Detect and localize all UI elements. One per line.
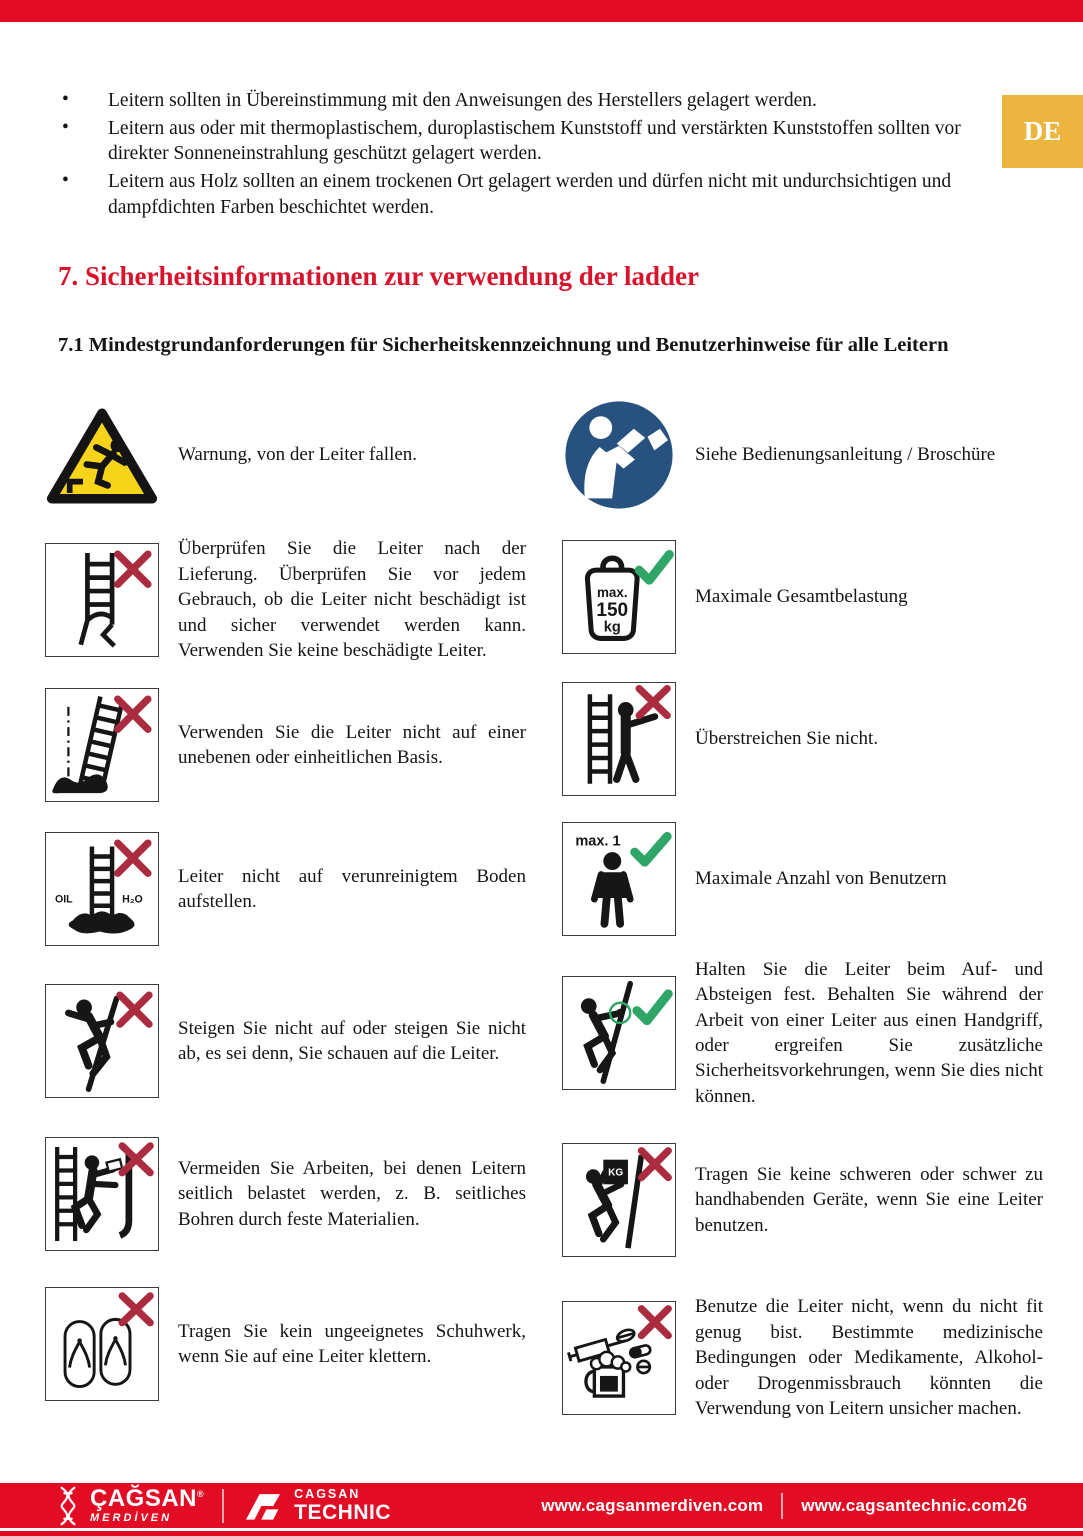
safety-items-left-column xyxy=(45,385,526,1433)
painting-prohibited-icon xyxy=(563,683,675,795)
unsuitable-footwear-prohibited-icon xyxy=(46,1288,158,1400)
brand-text xyxy=(90,1487,204,1524)
max-total-load-icon xyxy=(563,541,675,653)
page-number: 26 xyxy=(1007,1494,1027,1516)
safety-item xyxy=(562,669,1043,809)
safety-item-text: Halten Sie die Leiter beim Auf- und Absteigen fest. Behalten Sie während der Arbeit von einer Leiter aus einen Handgriff, oder ergreifen Sie zusätzliche Sicherheitsvorkehrungen, wenn Sie dies nicht können. xyxy=(695,958,1043,1107)
oil-label: OIL xyxy=(54,893,73,906)
brand2-name: CAGSAN xyxy=(294,1487,361,1502)
pictogram-box xyxy=(562,1301,676,1415)
pictogram-box xyxy=(562,822,676,936)
storage-bullet-list xyxy=(58,88,963,221)
safety-item-text: Leiter nicht auf verunreinigtem Boden aufstellen. xyxy=(178,865,526,912)
brand-name xyxy=(90,1487,204,1511)
side-loading-prohibited-icon xyxy=(46,1138,158,1250)
prohibition-x-icon xyxy=(120,995,149,1024)
safety-item-text: Maximale Anzahl von Benutzern xyxy=(695,868,947,890)
footer-divider xyxy=(222,1489,224,1523)
safety-items-right-column xyxy=(562,385,1043,1433)
safety-items-grid xyxy=(45,385,1043,1433)
technic-glyph-icon xyxy=(242,1489,284,1523)
pictogram-box xyxy=(45,984,159,1098)
max-load-label-3: kg xyxy=(603,619,621,636)
max-load-label-1: max. xyxy=(596,585,628,600)
hold-while-climbing-icon xyxy=(563,977,675,1089)
pictogram-box xyxy=(562,976,676,1090)
bullet-item: • Leitern sollten in Übereinstimmung mit den Anweisungen des Herstellers gelagert werden. xyxy=(58,88,963,114)
safety-item-text: Verwenden Sie die Leiter nicht auf einer unebenen oder einheitlichen Basis. xyxy=(178,721,526,768)
pictogram-box xyxy=(45,688,159,802)
check-mark-icon xyxy=(635,836,667,862)
safety-item-text: Tragen Sie kein ungeeignetes Schuhwerk, wenn Sie auf eine Leiter klettern. xyxy=(178,1320,526,1367)
prohibition-x-icon xyxy=(118,554,148,584)
falling-from-ladder-warning-icon xyxy=(45,404,159,506)
cagsan-merdiven-logo xyxy=(56,1486,204,1526)
footer-divider xyxy=(781,1493,783,1519)
max-users-label: max. 1 xyxy=(575,833,621,850)
dna-helix-icon xyxy=(56,1486,80,1526)
max-number-of-users-icon xyxy=(563,823,675,935)
merdiven-url[interactable]: www.cagsanmerdiven.com xyxy=(541,1495,764,1515)
max-load-label-2: 150 xyxy=(596,600,629,622)
read-manual-mandatory-icon xyxy=(562,398,676,512)
safety-item xyxy=(562,385,1043,525)
prohibition-x-icon xyxy=(118,699,148,729)
safety-item xyxy=(45,385,526,525)
prohibition-x-icon xyxy=(118,843,148,873)
footer-bar xyxy=(0,1483,1083,1536)
safety-item-text: Benutze die Leiter nicht, wenn du nicht fit genug bist. Bestimmte medizinische Bedingungen oder Medikamente, Alkohol- oder Drogenmissbrauch könnten die Verwendung von Leitern unsicher machen. xyxy=(695,1296,1043,1420)
prohibition-x-icon xyxy=(122,1296,150,1323)
prohibition-x-icon xyxy=(641,1151,668,1178)
registered-mark: ® xyxy=(197,1489,205,1499)
technic-url[interactable]: www.cagsantechnic.com xyxy=(801,1495,1007,1515)
pictogram-box xyxy=(45,1287,159,1401)
cagsan-technic-logo xyxy=(242,1488,391,1523)
heavy-equipment-prohibited-icon xyxy=(563,1144,675,1256)
safety-item-text: Tragen Sie keine schweren oder schwer zu handhabenden Geräte, wenn Sie eine Leiter benutzen. xyxy=(695,1163,1043,1236)
kg-box-label: KG xyxy=(608,1167,624,1179)
safety-item-text: Warnung, von der Leiter fallen. xyxy=(178,444,418,466)
warning-triangle-holder xyxy=(45,398,159,512)
safety-item-text: Steigen Sie nicht auf oder steigen Sie nicht ab, es sei denn, Sie schauen auf die Leiter. xyxy=(178,1017,526,1064)
pictogram-box xyxy=(562,682,676,796)
safety-item-text: Überstreichen Sie nicht. xyxy=(695,728,879,750)
brand-text xyxy=(294,1488,391,1523)
prohibition-x-icon xyxy=(641,1309,668,1336)
safety-item xyxy=(45,815,526,963)
prohibition-x-icon xyxy=(639,689,667,716)
water-label: H₂O xyxy=(122,893,143,906)
subsection-heading: 7.1 Mindestgrundanforderungen für Sicherheitskennzeichnung und Benutzerhinweise für alle Leitern xyxy=(58,333,949,356)
pictogram-box xyxy=(562,1143,676,1257)
brand1-subtitle: MERDİVEN xyxy=(90,1512,173,1524)
safety-item xyxy=(562,1283,1043,1433)
bullet-item: • Leitern aus oder mit thermoplastischem, duroplastischem Kunststoff und verstärkten Kunststoffen sollten vor direkter Sonneneinstrahlung geschützt gelagert werden. xyxy=(58,116,963,167)
safety-item xyxy=(45,1119,526,1269)
brand2-subtitle: TECHNIC xyxy=(294,1500,391,1524)
contaminated-ground-prohibited-icon xyxy=(46,833,158,945)
language-tab: DE xyxy=(1002,95,1083,168)
safety-item xyxy=(45,525,526,675)
bullet-item: • Leitern aus Holz sollten an einem trockenen Ort gelagert werden und dürfen nicht mit undurchsichtigen und dampfdichten Farben beschichtet werden. xyxy=(58,169,963,220)
climbing-facing-away-prohibited-icon xyxy=(46,985,158,1097)
unfit-substances-prohibited-icon xyxy=(563,1302,675,1414)
safety-item xyxy=(562,809,1043,949)
safety-item xyxy=(45,1269,526,1419)
page-content xyxy=(58,88,963,359)
top-accent-bar xyxy=(0,0,1083,22)
pictogram-box xyxy=(45,543,159,657)
safety-item xyxy=(562,525,1043,669)
safety-item-text: Siehe Bedienungsanleitung / Broschüre xyxy=(695,444,996,466)
check-mark-icon xyxy=(637,994,668,1021)
section-heading: 7. Sicherheitsinformationen zur verwendung der ladder xyxy=(58,260,699,291)
pictogram-box xyxy=(562,540,676,654)
pictogram-box xyxy=(45,832,159,946)
safety-item xyxy=(562,1117,1043,1283)
brand1-name: ÇAĞSAN xyxy=(90,1485,198,1512)
uneven-base-prohibited-icon xyxy=(46,689,158,801)
safety-item-text: Überprüfen Sie die Leiter nach der Lieferung. Überprüfen Sie vor jedem Gebrauch, ob die Leiter nicht beschädigt ist und sicher verwendet werden kann. Verwenden Sie keine beschädigte Leiter. xyxy=(178,538,526,662)
mandatory-circle-holder xyxy=(562,398,676,512)
safety-item xyxy=(45,963,526,1119)
safety-item xyxy=(562,949,1043,1117)
safety-item-text: Maximale Gesamtbelastung xyxy=(695,586,908,608)
footer-content xyxy=(0,1483,1083,1528)
pictogram-box xyxy=(45,1137,159,1251)
damaged-ladder-prohibited-icon xyxy=(46,544,158,656)
safety-item-text: Vermeiden Sie Arbeiten, bei denen Leitern seitlich belastet werden, z. B. seitliches Bohren durch feste Materialien. xyxy=(178,1157,526,1230)
check-mark-icon xyxy=(639,554,669,580)
safety-item xyxy=(45,675,526,815)
